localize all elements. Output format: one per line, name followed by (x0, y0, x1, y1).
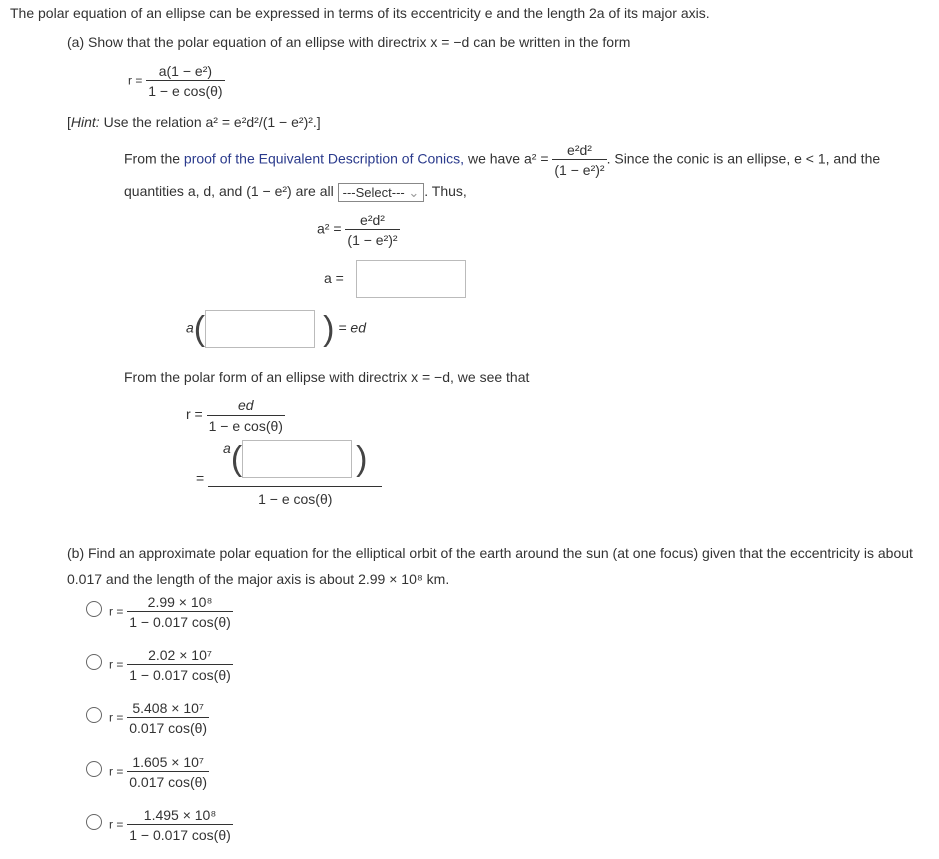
option-numerator: 2.02 × 10⁷ (148, 647, 212, 663)
proof-num: e²d² (567, 142, 592, 158)
form-denominator: 1 − e cos(θ) (146, 80, 224, 99)
eq5-lhs: = (196, 470, 205, 487)
proof-link[interactable]: proof of the Equivalent Description of Conics, (183, 150, 465, 167)
answer-option[interactable] (109, 647, 233, 683)
answer-option[interactable] (109, 700, 209, 736)
answer-radio[interactable] (86, 814, 102, 830)
eq4-lhs: r = (186, 406, 203, 423)
eq3-rhs: = ed (338, 319, 366, 336)
hint-label: Hint: (70, 114, 100, 130)
answer-radio[interactable] (86, 654, 102, 670)
proof-after: . Since the conic is an ellipse, e < 1, and the (606, 150, 881, 167)
right-paren: ) (323, 310, 335, 348)
quant-pre: quantities a, d, and (1 − e²) are all (124, 183, 334, 200)
answer-option[interactable] (109, 594, 233, 630)
proof-post: we have a² = (464, 150, 549, 167)
part-a-prompt: (a) Show that the polar equation of an ellipse with directrix x = −d can be written in the form (67, 34, 631, 50)
hint-bracket: [ (67, 114, 71, 130)
option-numerator: 1.605 × 10⁷ (132, 754, 204, 770)
eq4-num: ed (238, 397, 254, 413)
option-denominator: 1 − 0.017 cos(θ) (127, 611, 233, 630)
eq1-den: (1 − e²)² (345, 229, 399, 248)
eq-r (186, 397, 285, 434)
answer-radio[interactable] (86, 761, 102, 777)
chevron-down-icon: ⌄ (408, 185, 420, 200)
eq-r-final: = $\frac{a( )}{\text{1 − e cos(θ)}}$ (196, 440, 382, 507)
eq3-a: a (186, 319, 194, 336)
part-b-prompt-1: (b) Find an approximate polar equation for the elliptical orbit of the earth around the sun (at one focus) given that the eccentricity is about (67, 545, 913, 561)
option-lhs: r = (109, 710, 124, 725)
answer-radio[interactable] (86, 707, 102, 723)
eq-a-product (186, 310, 366, 348)
eq2-lhs: a = (324, 269, 344, 286)
eq4-den: 1 − e cos(θ) (207, 415, 285, 434)
option-denominator: 0.017 cos(θ) (127, 717, 209, 736)
option-lhs: r = (109, 764, 124, 779)
proof-line (124, 142, 880, 178)
option-denominator: 1 − 0.017 cos(θ) (127, 824, 233, 843)
eq1-num: e²d² (360, 212, 385, 228)
answer-option[interactable] (109, 807, 233, 843)
final-answer-input[interactable] (242, 440, 352, 478)
option-numerator: 5.408 × 10⁷ (132, 700, 204, 716)
proof-pre: From the (124, 150, 184, 167)
option-numerator: 1.495 × 10⁸ (143, 807, 217, 823)
proof-den: (1 − e²)² (552, 159, 606, 178)
intro-text: The polar equation of an ellipse can be expressed in terms of its eccentricity e and the length 2a of its major axis. (10, 5, 710, 21)
form-lhs: r = (128, 73, 143, 88)
select-value: ---Select--- (342, 185, 405, 200)
eq1-lhs: a² = (317, 220, 342, 237)
eq-a-squared (317, 212, 400, 248)
answer-radio[interactable] (86, 601, 102, 617)
eq5-den: 1 − e cos(θ) (208, 486, 382, 507)
option-denominator: 1 − 0.017 cos(θ) (127, 664, 233, 683)
form-equation (128, 63, 225, 99)
a-answer-input[interactable] (356, 260, 466, 298)
option-numerator: 2.99 × 10⁸ (147, 594, 213, 610)
answer-option[interactable] (109, 754, 209, 790)
sign-select[interactable] (338, 183, 425, 202)
hint-text: Use the relation a² = e²d²/(1 − e²)².] (99, 114, 321, 130)
part-b-prompt-2: 0.017 and the length of the major axis is about 2.99 × 10⁸ km. (67, 571, 450, 587)
option-lhs: r = (109, 817, 124, 832)
option-lhs: r = (109, 604, 124, 619)
left-paren: ( (193, 310, 206, 348)
hint (67, 114, 321, 130)
polar-text: From the polar form of an ellipse with directrix x = −d, we see that (124, 369, 530, 385)
quant-post: . Thus, (424, 183, 467, 200)
option-lhs: r = (109, 657, 124, 672)
option-denominator: 0.017 cos(θ) (127, 771, 209, 790)
eq5-a: a (223, 440, 231, 456)
form-numerator: a(1 − e²) (158, 63, 213, 79)
product-answer-input[interactable] (205, 310, 315, 348)
eq-a (324, 260, 466, 298)
quantities-line (124, 183, 467, 202)
